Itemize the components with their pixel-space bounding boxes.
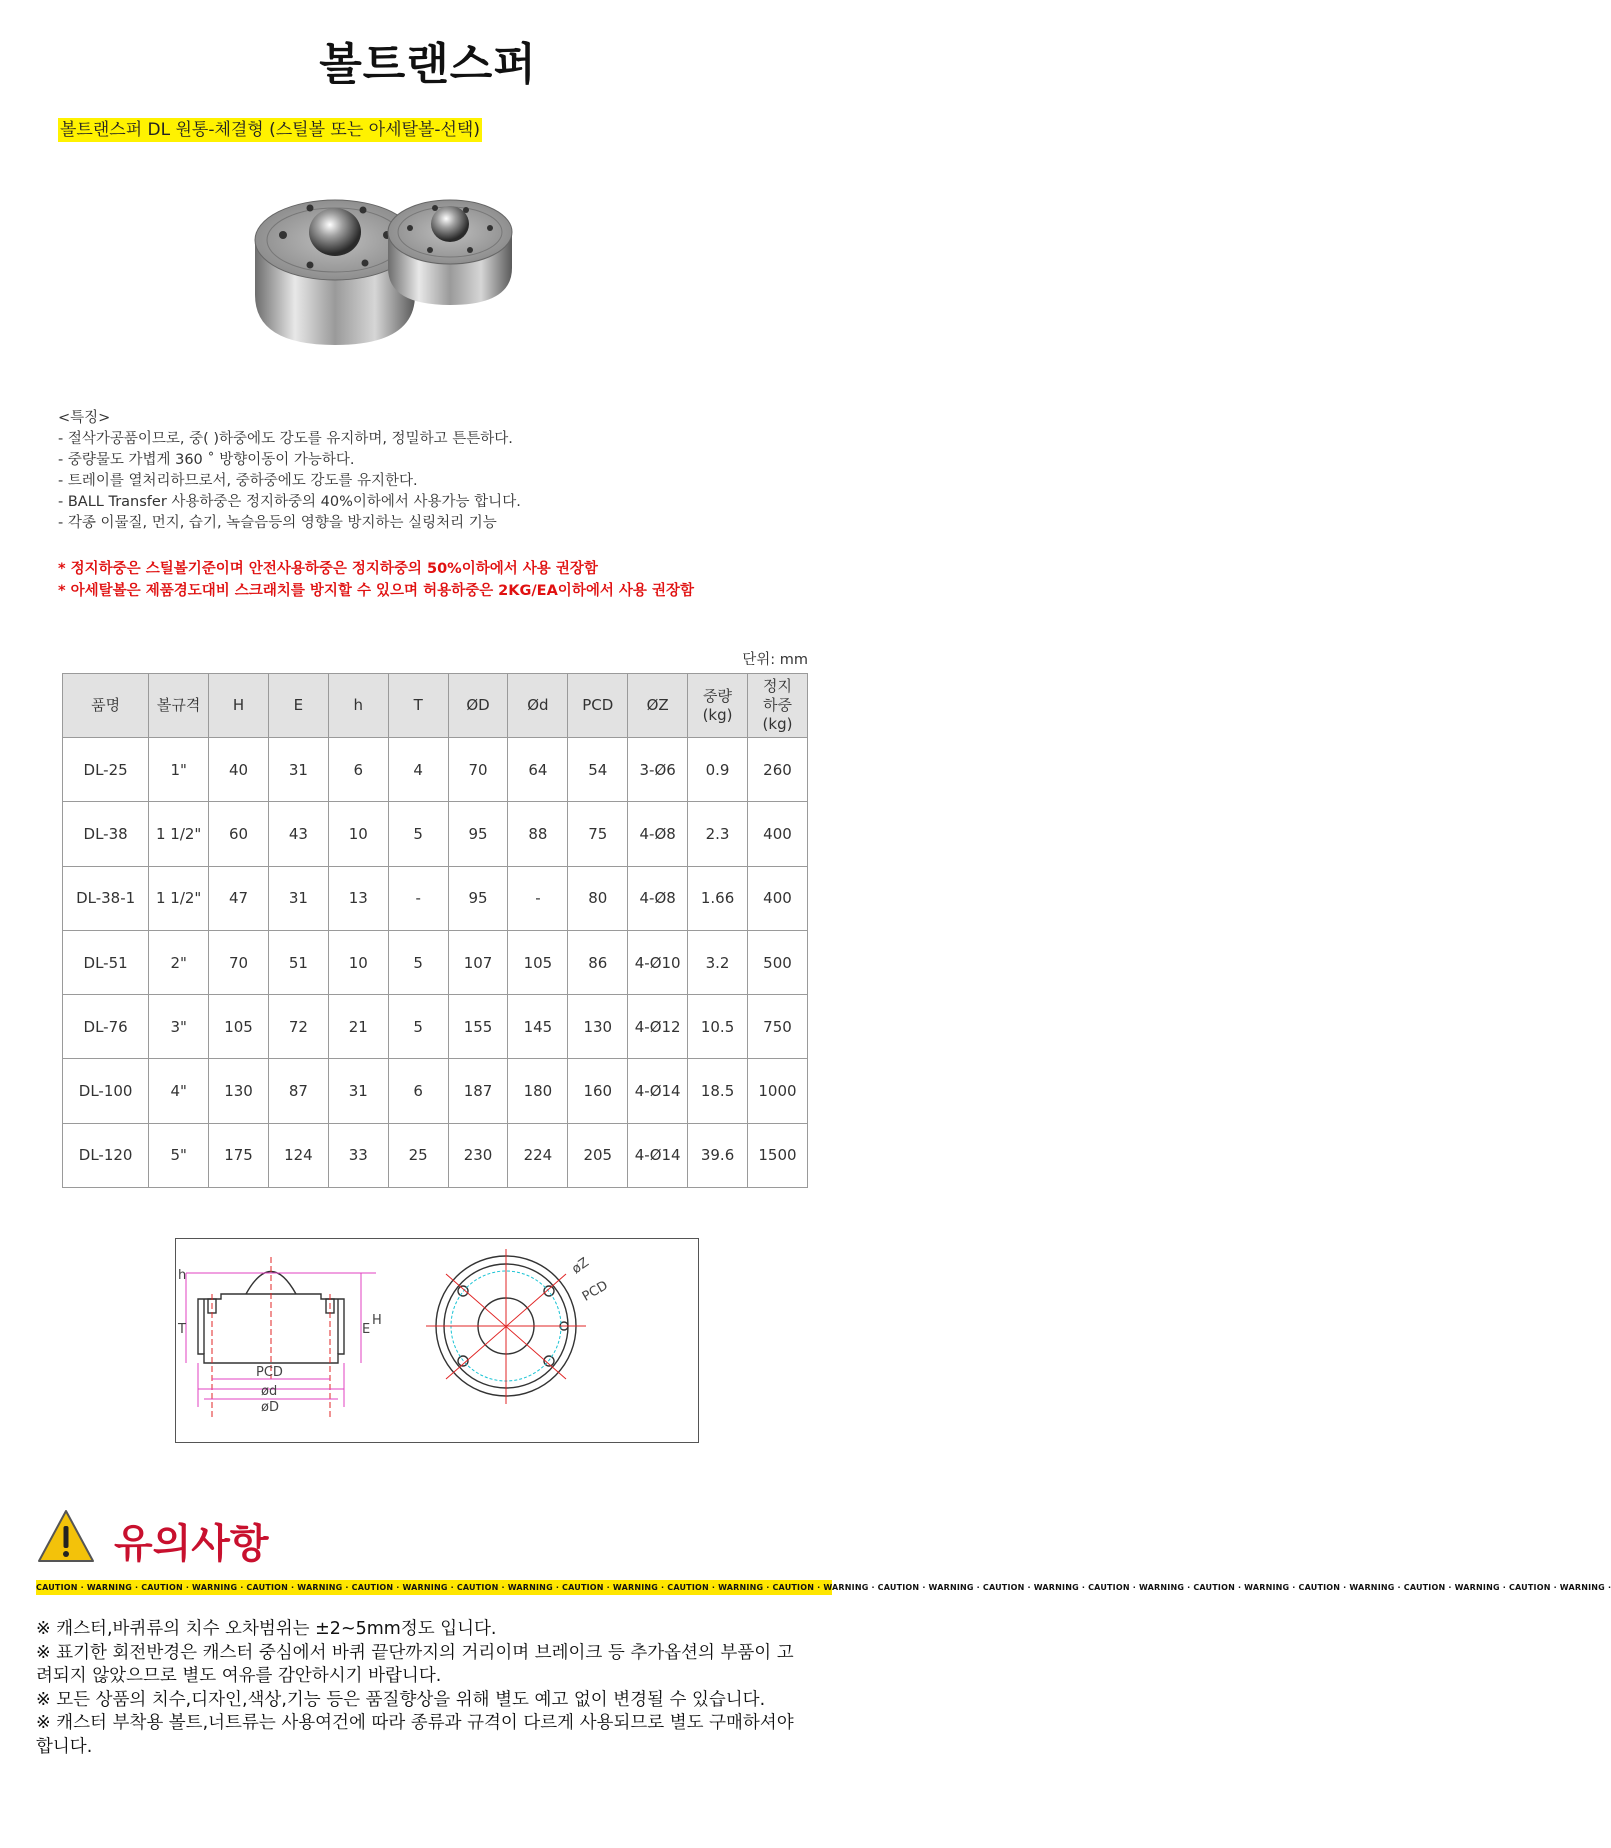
table-row [63, 866, 808, 930]
load-note: * 정지하중은 스틸볼기준이며 안전사용하중은 정지하중의 50%이하에서 사용 권장함 [58, 561, 598, 577]
table-cell: 51 [268, 930, 328, 994]
feature-line: - 트레이를 열처리하므로서, 중하중에도 강도를 유지한다. [58, 473, 418, 489]
table-cell: 130 [209, 1059, 269, 1123]
label-h-upper: H [372, 1313, 382, 1328]
table-cell: 10 [328, 930, 388, 994]
table-cell: 6 [328, 738, 388, 802]
warning-icon [36, 1508, 96, 1566]
table-cell: 750 [747, 995, 807, 1059]
product-photo [160, 100, 660, 460]
table-header-cell: E [268, 674, 328, 738]
table-cell: DL-38-1 [63, 866, 149, 930]
table-cell: - [508, 866, 568, 930]
table-cell: 18.5 [688, 1059, 748, 1123]
feature-line: - 각종 이물질, 먼지, 습기, 녹슬음등의 영향을 방지하는 실링처리 기능 [58, 515, 497, 531]
table-cell: 260 [747, 738, 807, 802]
table-cell: 54 [568, 738, 628, 802]
table-header-cell: Ød [508, 674, 568, 738]
spec-table-head [63, 674, 808, 738]
table-cell: 4-Ø8 [628, 866, 688, 930]
table-cell: 4-Ø10 [628, 930, 688, 994]
ball-transfer-image [160, 100, 660, 460]
table-cell: DL-25 [63, 738, 149, 802]
table-cell: 1 1/2" [149, 866, 209, 930]
table-cell: 88 [508, 802, 568, 866]
feature-list [58, 408, 521, 534]
table-cell: 6 [388, 1059, 448, 1123]
caution-tape: CAUTION · WARNING · CAUTION · WARNING · CAUTION · WARNING · CAUTION · WARNING · CAUTION · WARNING · CAUTION · WARNING · CAUTION · WARNING · CAUTION · WARNING · CAUTION · WARNING · CAUTION · WARNING · CAUTION · WARNING · CAUTION · WARNING · CAUTION · WARNING · CAUTION · WARNING · CAUTION · WARNING · [36, 1580, 832, 1595]
table-cell: 400 [747, 866, 807, 930]
table-cell: 60 [209, 802, 269, 866]
table-cell: 1500 [747, 1123, 807, 1187]
table-header-cell: 정지 하중 (kg) [747, 674, 807, 738]
table-row [63, 1123, 808, 1187]
table-cell: DL-51 [63, 930, 149, 994]
notice-line: ※ 모든 상품의 치수,디자인,색상,기능 등은 품질향상을 위해 별도 예고 없이 변경될 수 있습니다. [36, 1689, 766, 1710]
table-cell: 25 [388, 1123, 448, 1187]
label-z: øZ [569, 1255, 592, 1278]
table-cell: 205 [568, 1123, 628, 1187]
table-header-cell: h [328, 674, 388, 738]
label-t: T [178, 1322, 186, 1337]
table-cell: 72 [268, 995, 328, 1059]
table-cell: 75 [568, 802, 628, 866]
dimension-drawing [175, 1238, 699, 1443]
load-note: * 아세탈볼은 제품경도대비 스크래치를 방지할 수 있으며 허용하중은 2KG/EA이하에서 사용 권장함 [58, 583, 694, 599]
table-row [63, 930, 808, 994]
table-cell: 5 [388, 995, 448, 1059]
feature-line: - BALL Transfer 사용하중은 정지하중의 40%이하에서 사용가능 합니다. [58, 494, 521, 510]
feature-line: <특징> [58, 410, 111, 426]
table-cell: 400 [747, 802, 807, 866]
table-header-row [63, 674, 808, 738]
table-cell: 107 [448, 930, 508, 994]
table-cell: 105 [209, 995, 269, 1059]
table-cell: 3.2 [688, 930, 748, 994]
table-cell: DL-100 [63, 1059, 149, 1123]
table-cell: 39.6 [688, 1123, 748, 1187]
table-cell: 4-Ø14 [628, 1059, 688, 1123]
table-cell: 33 [328, 1123, 388, 1187]
dimension-diagram [176, 1239, 697, 1441]
table-header-cell: ØZ [628, 674, 688, 738]
table-cell: 4 [388, 738, 448, 802]
table-cell: 31 [268, 738, 328, 802]
table-header-cell: 품명 [63, 674, 149, 738]
table-cell: 145 [508, 995, 568, 1059]
table-cell: 2.3 [688, 802, 748, 866]
table-cell: 130 [568, 995, 628, 1059]
table-cell: 70 [209, 930, 269, 994]
table-cell: 87 [268, 1059, 328, 1123]
feature-line: - 절삭가공품이므로, 중( )하중에도 강도를 유지하며, 정밀하고 튼튼하다. [58, 431, 513, 447]
table-cell: 2" [149, 930, 209, 994]
table-cell: 4-Ø14 [628, 1123, 688, 1187]
table-cell: 47 [209, 866, 269, 930]
table-header-cell: 볼규격 [149, 674, 209, 738]
table-cell: 21 [328, 995, 388, 1059]
table-cell: 155 [448, 995, 508, 1059]
table-cell: 64 [508, 738, 568, 802]
table-cell: 175 [209, 1123, 269, 1187]
label-d-large: øD [261, 1400, 279, 1415]
table-cell: 124 [268, 1123, 328, 1187]
table-cell: 1 1/2" [149, 802, 209, 866]
feature-line: - 중량물도 가볍게 360 ˚ 방향이동이 가능하다. [58, 452, 355, 468]
caution-title: 유의사항 [114, 1521, 269, 1567]
table-header-cell: ØD [448, 674, 508, 738]
page-title: 볼트랜스퍼 [319, 39, 537, 90]
table-cell: DL-76 [63, 995, 149, 1059]
unit-label: 단위: mm [742, 652, 808, 668]
table-row [63, 995, 808, 1059]
table-cell: 3-Ø6 [628, 738, 688, 802]
label-h: h [178, 1268, 187, 1283]
table-cell: 1.66 [688, 866, 748, 930]
notice-list [36, 1618, 826, 1759]
table-cell: 4-Ø12 [628, 995, 688, 1059]
table-header-cell: PCD [568, 674, 628, 738]
table-cell: 105 [508, 930, 568, 994]
table-cell: 4-Ø8 [628, 802, 688, 866]
table-cell: 5 [388, 802, 448, 866]
table-cell: 1000 [747, 1059, 807, 1123]
table-cell: DL-38 [63, 802, 149, 866]
table-cell: DL-120 [63, 1123, 149, 1187]
table-cell: 70 [448, 738, 508, 802]
label-e: E [362, 1322, 371, 1337]
table-cell: 160 [568, 1059, 628, 1123]
table-header-cell: T [388, 674, 448, 738]
notice-line: ※ 캐스터,바퀴류의 치수 오차범위는 ±2~5mm정도 입니다. [36, 1619, 497, 1639]
spec-table [62, 673, 808, 1188]
table-cell: 0.9 [688, 738, 748, 802]
label-pcd-right: PCD [579, 1278, 611, 1305]
label-pcd: PCD [256, 1365, 283, 1380]
table-cell: 3" [149, 995, 209, 1059]
table-cell: 86 [568, 930, 628, 994]
table-cell: 1" [149, 738, 209, 802]
table-cell: 43 [268, 802, 328, 866]
table-cell: 5 [388, 930, 448, 994]
table-cell: 230 [448, 1123, 508, 1187]
table-cell: 80 [568, 866, 628, 930]
table-header-cell: 중량 (kg) [688, 674, 748, 738]
notice-line: 려되지 않았으므로 별도 여유를 감안하시기 바랍니다. [36, 1666, 442, 1686]
table-row [63, 738, 808, 802]
table-cell: 95 [448, 866, 508, 930]
table-row [63, 802, 808, 866]
table-cell: 40 [209, 738, 269, 802]
table-cell: 180 [508, 1059, 568, 1123]
product-subtitle: 볼트랜스퍼 DL 원통-체결형 (스틸볼 또는 아세탈볼-선택) [60, 120, 480, 140]
label-d-small: ød [261, 1384, 278, 1399]
load-notes [58, 558, 694, 602]
table-cell: 187 [448, 1059, 508, 1123]
notice-line: 합니다. [36, 1736, 93, 1757]
table-cell: 95 [448, 802, 508, 866]
table-cell: 10.5 [688, 995, 748, 1059]
table-cell: 500 [747, 930, 807, 994]
table-cell: 5" [149, 1123, 209, 1187]
notice-line: ※ 표기한 회전반경은 캐스터 중심에서 바퀴 끝단까지의 거리이며 브레이크 등 추가옵션의 부품이 고 [36, 1642, 794, 1663]
table-cell: 224 [508, 1123, 568, 1187]
table-row [63, 1059, 808, 1123]
table-cell: 31 [268, 866, 328, 930]
table-header-cell: H [209, 674, 269, 738]
table-cell: 13 [328, 866, 388, 930]
spec-table-body [63, 738, 808, 1188]
table-cell: - [388, 866, 448, 930]
table-cell: 31 [328, 1059, 388, 1123]
table-cell: 10 [328, 802, 388, 866]
table-cell: 4" [149, 1059, 209, 1123]
notice-line: ※ 캐스터 부착용 볼트,너트류는 사용여건에 따라 종류과 규격이 다르게 사용되므로 별도 구매하셔야 [36, 1713, 794, 1733]
